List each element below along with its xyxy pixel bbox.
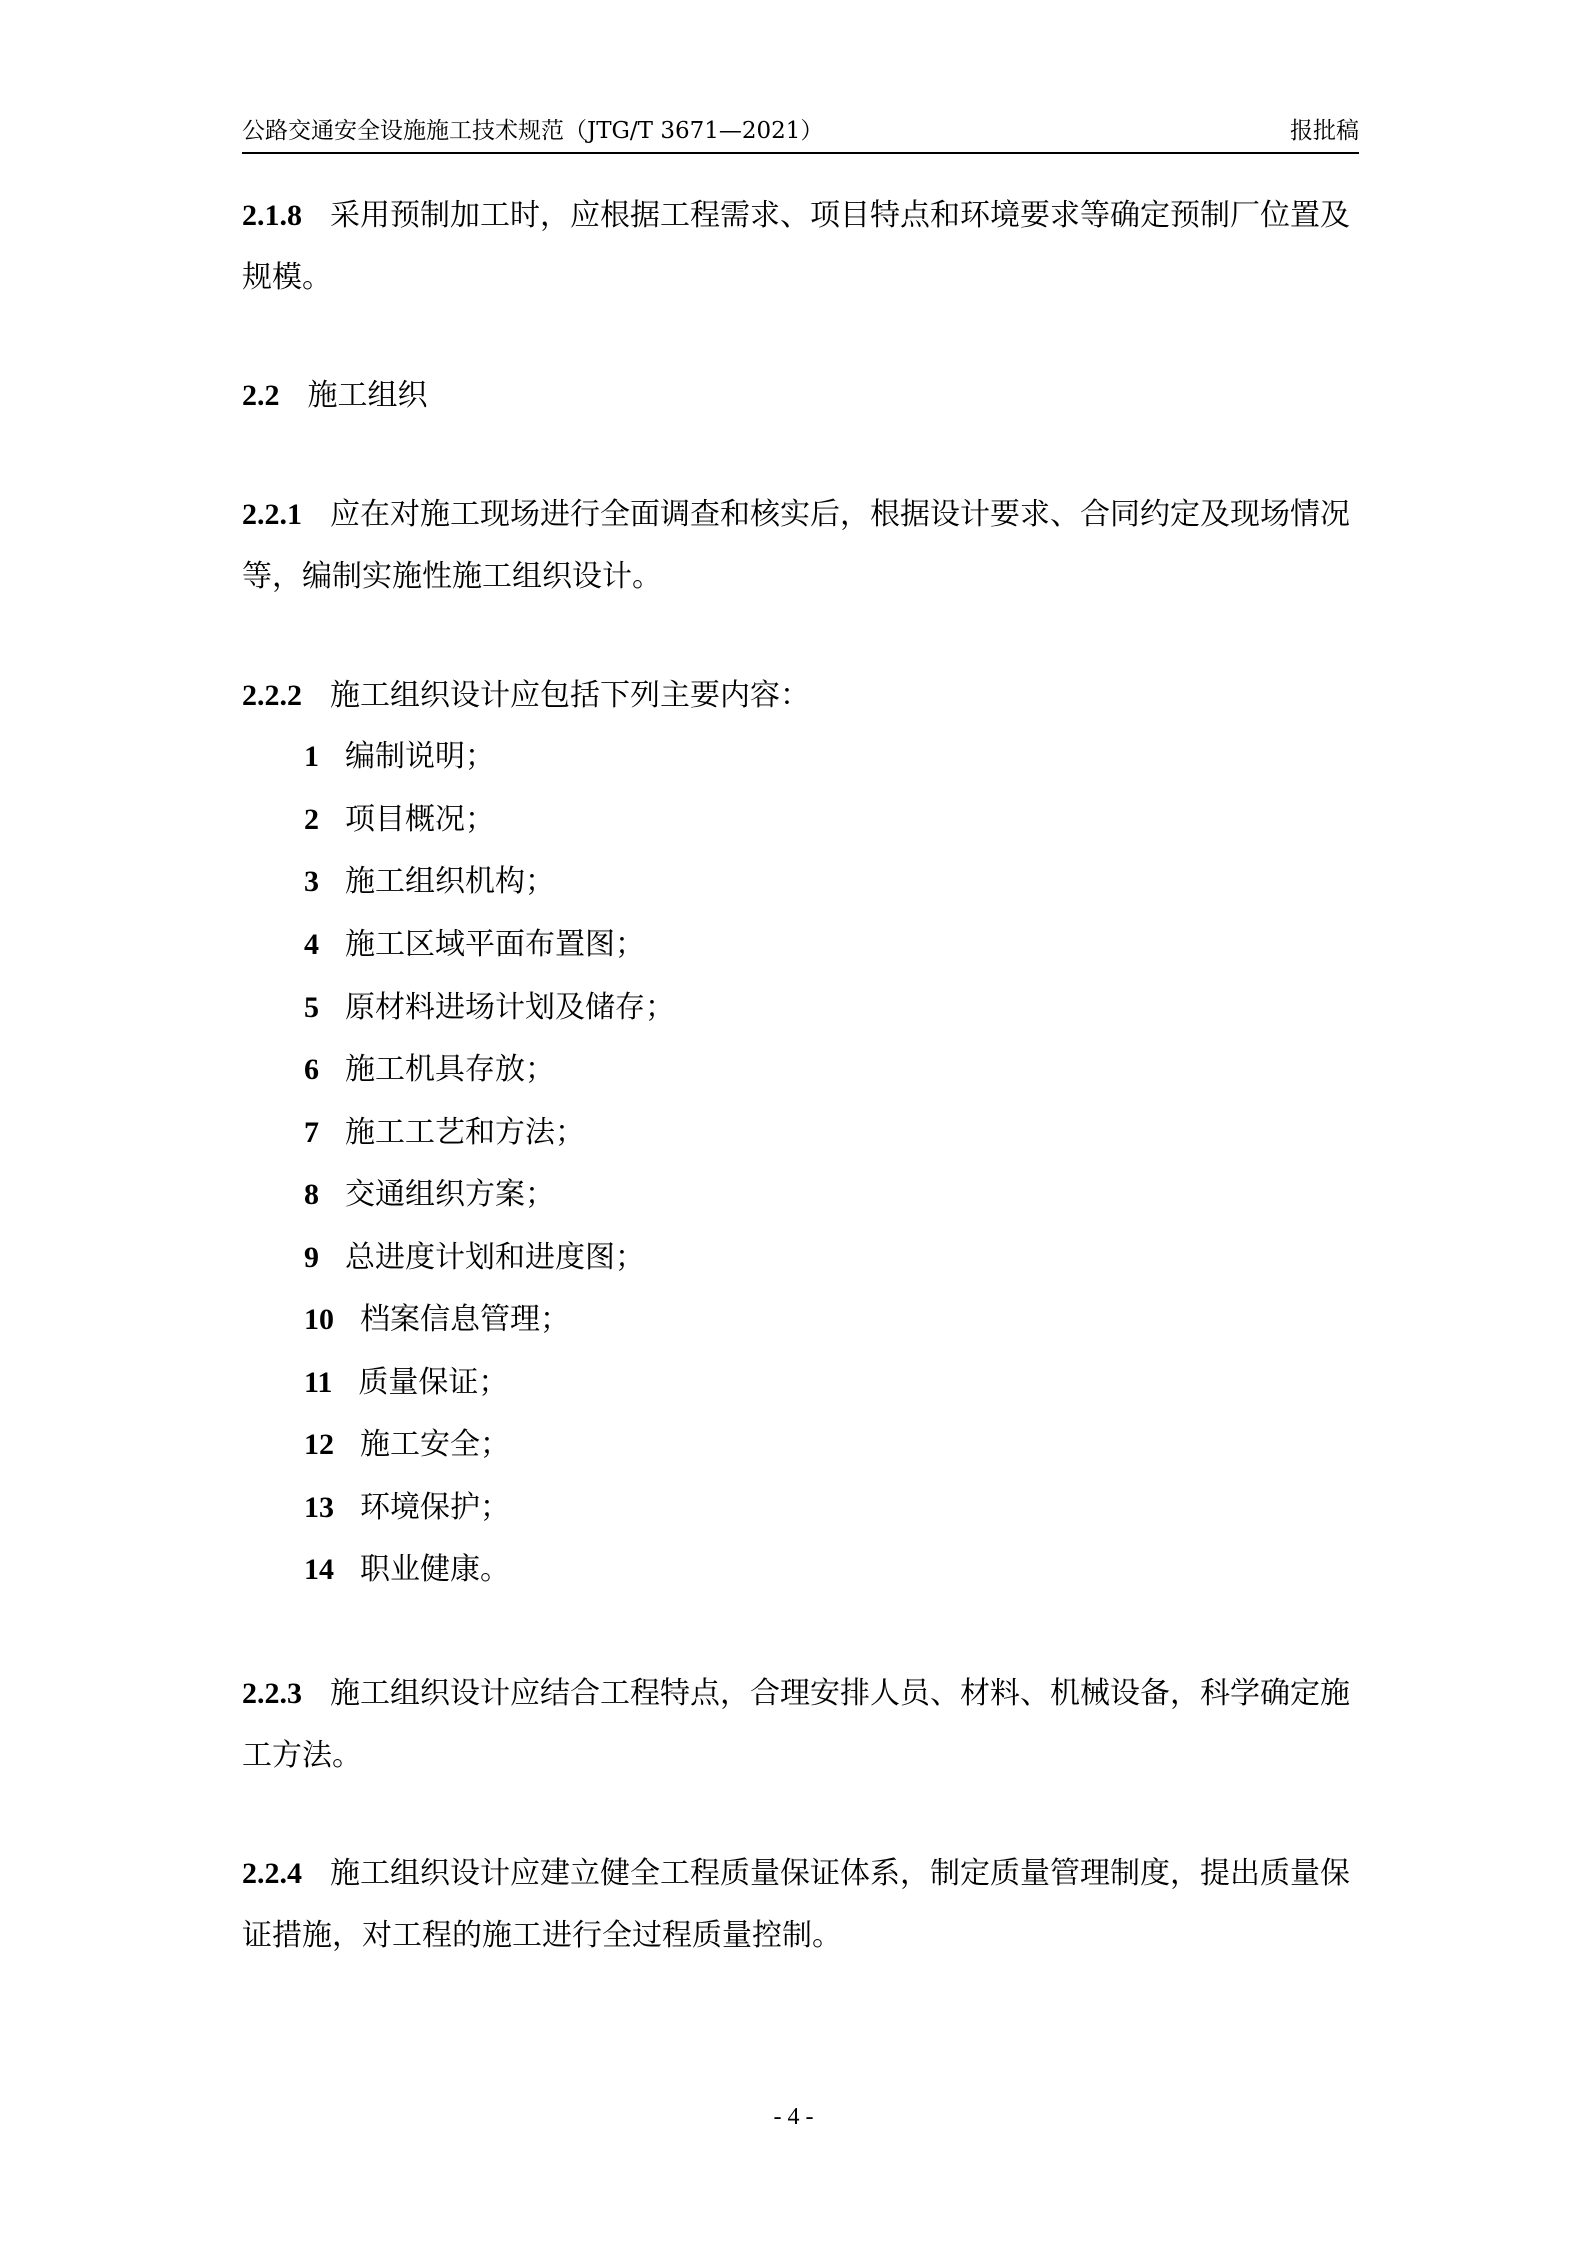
list-item (304, 1488, 510, 1528)
list-item-number: 3 (304, 865, 319, 898)
list-item-number: 12 (304, 1428, 334, 1461)
clause-2-2-4 (242, 1843, 1359, 1967)
clause-2-1-8 (242, 185, 1359, 309)
clause-2-2-3 (242, 1663, 1359, 1787)
list-item (304, 737, 495, 777)
list-item (304, 1113, 585, 1153)
clause-2-2-2 (242, 665, 1359, 727)
clause-number: 2.2.4 (242, 1857, 302, 1890)
list-item (304, 1425, 510, 1465)
list-item (304, 1050, 555, 1090)
list-item (304, 925, 645, 965)
clause-number: 2.2.3 (242, 1677, 302, 1710)
list-item-number: 5 (304, 991, 319, 1024)
list-item-number: 10 (304, 1303, 334, 1336)
list-item (304, 862, 555, 902)
section-number: 2.2 (242, 379, 280, 412)
list-item-number: 7 (304, 1116, 319, 1149)
clause-number: 2.2.2 (242, 679, 302, 712)
list-item-text: 施工工艺和方法； (345, 1115, 585, 1150)
list-item-number: 6 (304, 1053, 319, 1086)
list-item-text: 交通组织方案； (345, 1177, 555, 1212)
list-item-text: 施工机具存放； (345, 1052, 555, 1087)
clause-number: 2.1.8 (242, 199, 302, 232)
clause-text: 采用预制加工时，应根据工程需求、项目特点和环境要求等确定预制厂位置及规模。 (242, 198, 1350, 295)
list-item-text: 质量保证； (358, 1365, 509, 1400)
list-item-text: 施工安全； (360, 1427, 510, 1462)
clause-text: 施工组织设计应结合工程特点，合理安排人员、材料、机械设备，科学确定施工方法。 (242, 1676, 1350, 1773)
clause-text: 应在对施工现场进行全面调查和核实后，根据设计要求、合同约定及现场情况等，编制实施性施工组织设计。 (242, 497, 1350, 594)
list-item-text: 总进度计划和进度图； (345, 1240, 645, 1275)
list-item-text: 编制说明； (345, 739, 495, 774)
list-item-number: 11 (304, 1366, 333, 1399)
draft-label: 报批稿 (1290, 118, 1359, 144)
clause-text: 施工组织设计应建立健全工程质量保证体系，制定质量管理制度，提出质量保证措施，对工程的施工进行全过程质量控制。 (242, 1856, 1350, 1953)
list-item (304, 1175, 555, 1215)
list-item-number: 8 (304, 1178, 319, 1211)
list-item-text: 施工组织机构； (345, 864, 555, 899)
clause-number: 2.2.1 (242, 498, 302, 531)
section-title: 施工组织 (307, 378, 428, 413)
list-item (304, 1550, 510, 1590)
list-item-text: 施工区域平面布置图； (345, 927, 645, 962)
list-item-text: 档案信息管理； (360, 1302, 570, 1337)
list-item-number: 1 (304, 740, 319, 773)
list-item-number: 14 (304, 1553, 334, 1586)
list-item-number: 9 (304, 1241, 319, 1274)
list-item-number: 4 (304, 928, 319, 961)
list-item-text: 环境保护； (360, 1490, 510, 1525)
list-item-text: 项目概况； (345, 802, 495, 837)
list-item (304, 1363, 508, 1403)
clause-2-2-1 (242, 484, 1359, 608)
page-number: - 4 - (773, 2104, 814, 2130)
list-item (304, 1238, 645, 1278)
document-title: 公路交通安全设施施工技术规范（JTG/T 3671—2021） (242, 118, 824, 144)
running-header (242, 112, 1359, 154)
list-item (304, 800, 495, 840)
list-item (304, 988, 675, 1028)
list-item-number: 13 (304, 1491, 334, 1524)
list-item-text: 原材料进场计划及储存； (345, 990, 675, 1025)
section-2-2-heading (242, 365, 428, 427)
list-item-number: 2 (304, 803, 319, 836)
clause-text: 施工组织设计应包括下列主要内容： (330, 678, 810, 713)
list-item (304, 1300, 570, 1340)
list-item-text: 职业健康。 (360, 1552, 510, 1587)
